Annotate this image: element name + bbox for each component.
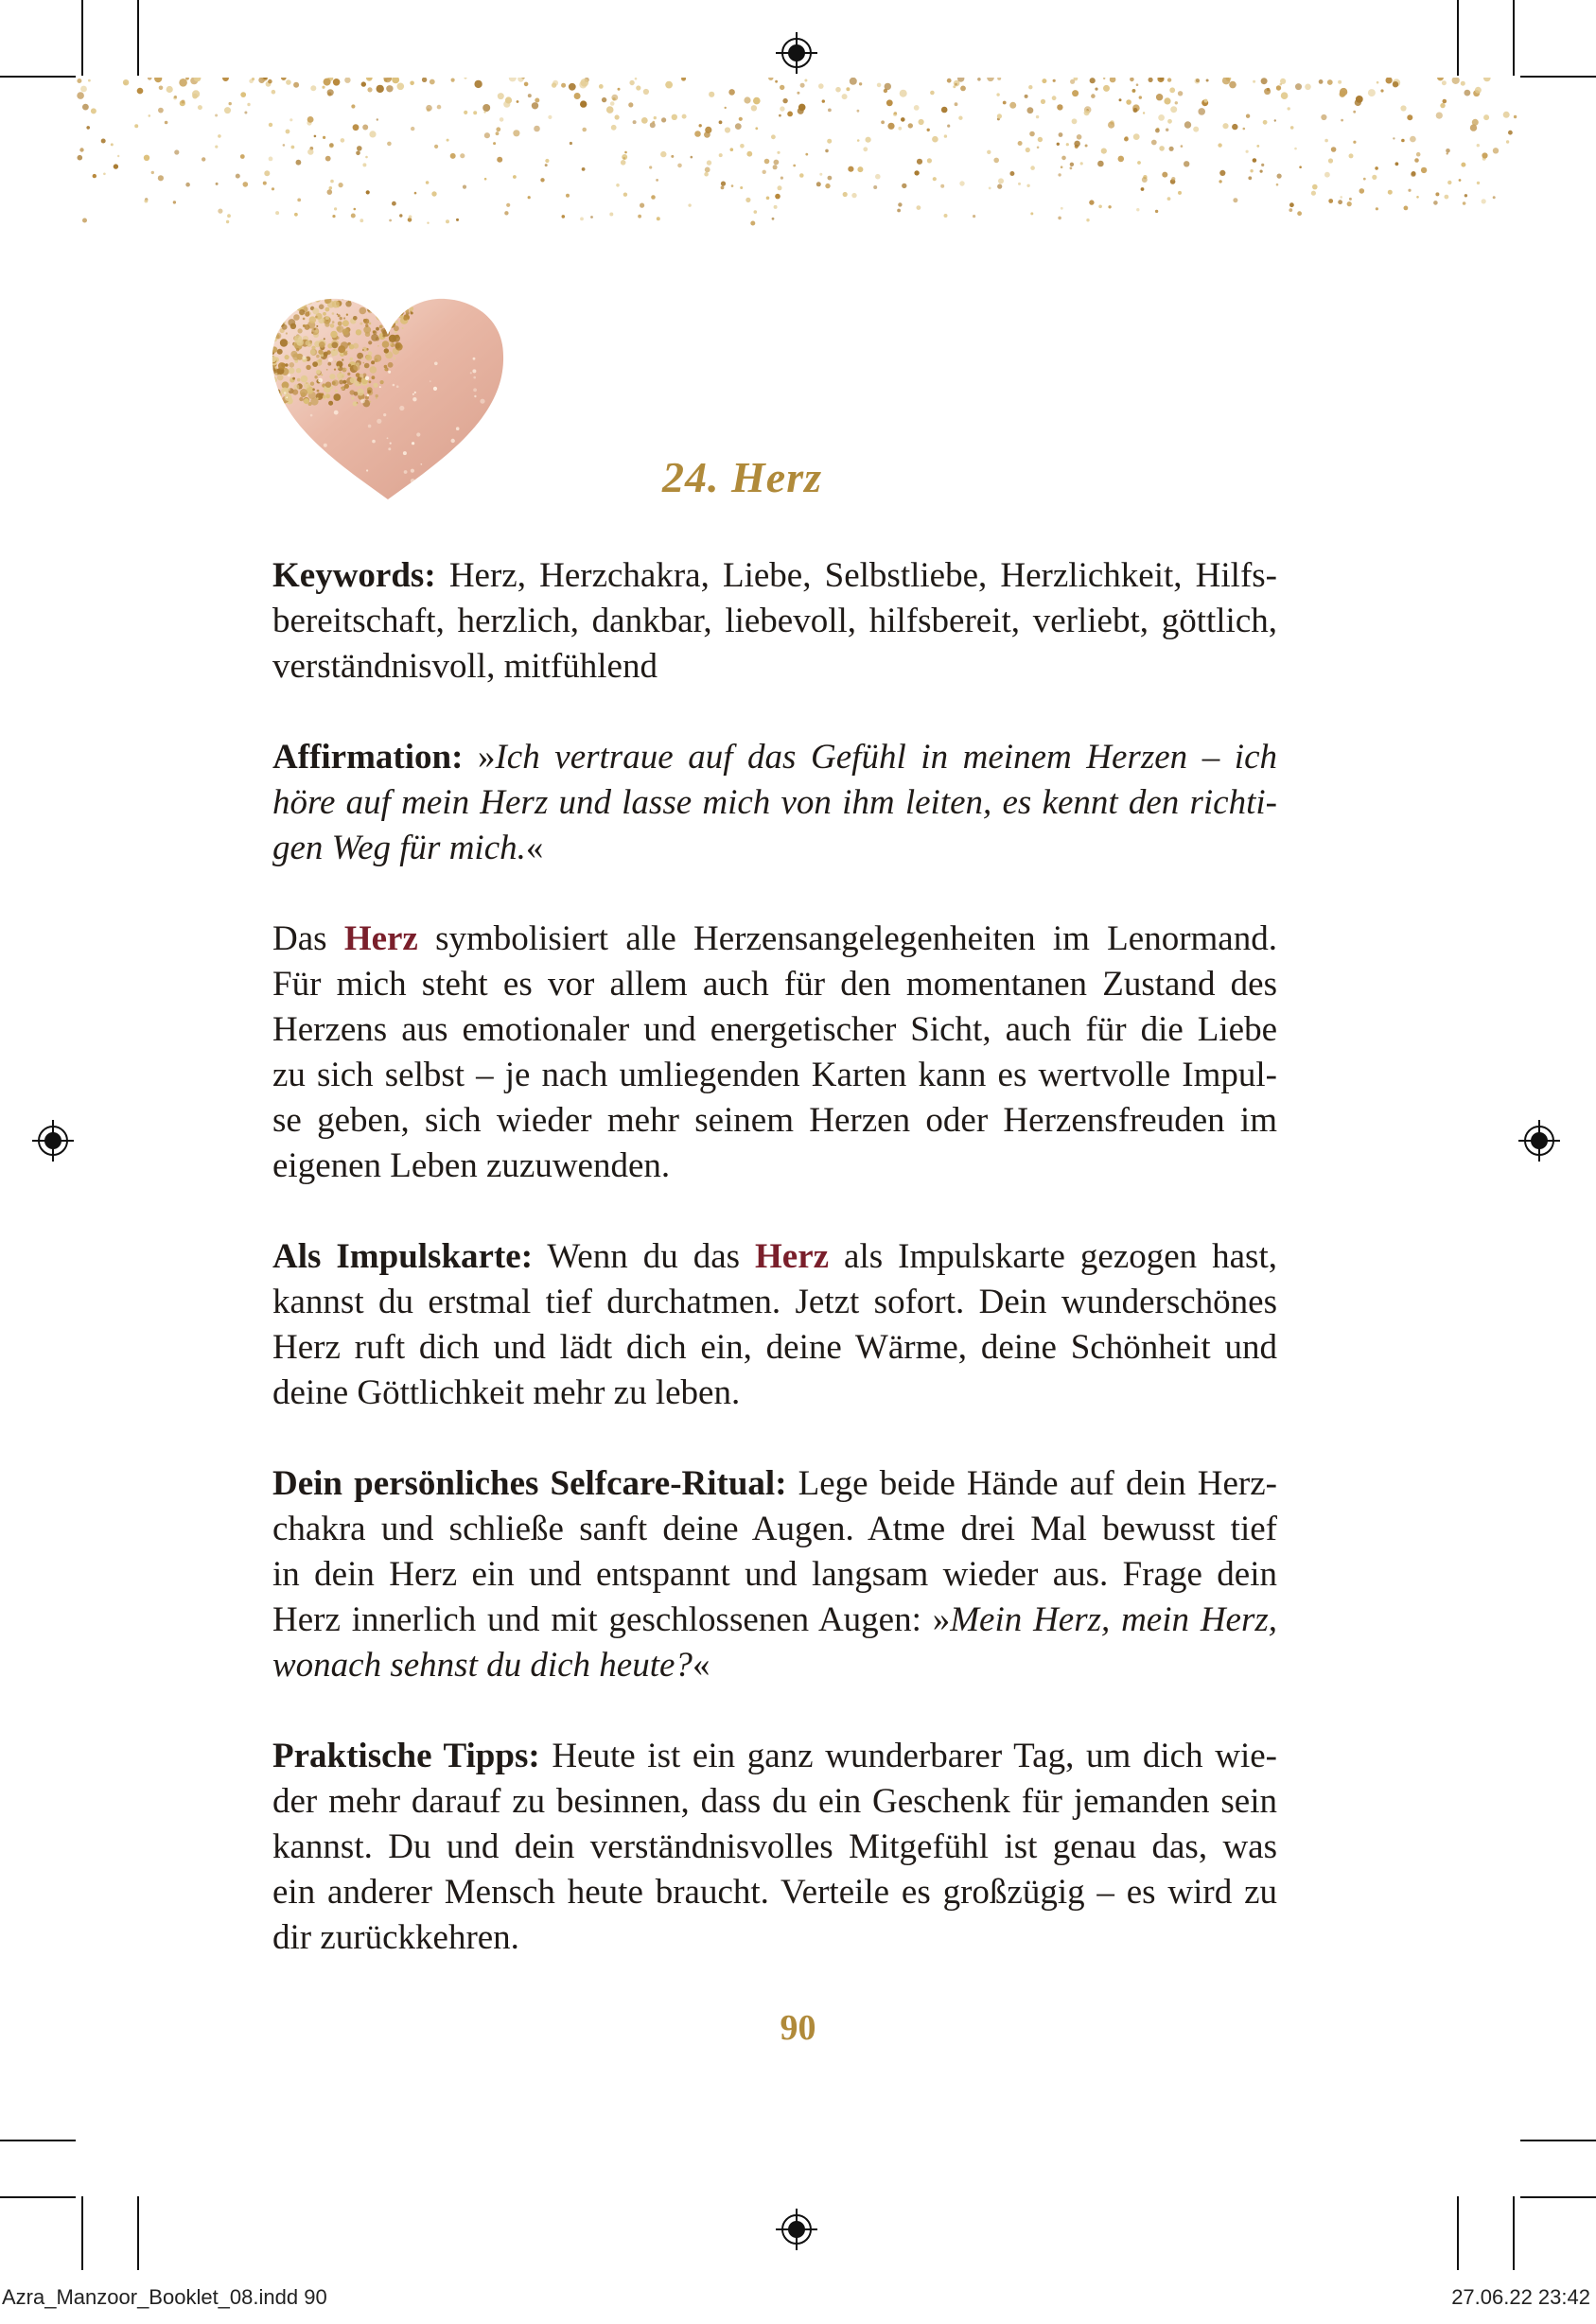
text-line: in dein Herz ein und entspannt und langsam wieder aus. Frage dein — [272, 1555, 1277, 1594]
text-line: höre auf mein Herz und lasse mich von ihm leiten, es kennt den richti- — [272, 783, 1277, 822]
impulse-label: Als Impulskarte: — [272, 1237, 534, 1276]
ritual-quote: wonach sehnst du dich heute? — [272, 1646, 693, 1685]
crop-mark — [1520, 2140, 1596, 2141]
open-quote: » — [463, 738, 496, 777]
crop-mark — [1457, 0, 1459, 76]
card-name-highlight: Herz — [343, 919, 418, 958]
crop-mark — [137, 2196, 139, 2270]
text-line: se geben, sich wieder mehr seinem Herzen oder Herzensfreuden im — [272, 1101, 1277, 1140]
affirmation-text: gen Weg für mich. — [272, 829, 526, 867]
crop-mark — [81, 2196, 83, 2270]
text-line: chakra und schließe sanft deine Augen. Atme drei Mal bewusst tief — [272, 1510, 1277, 1548]
ritual-text: Herz innerlich und mit geschlossenen Augen: » — [272, 1600, 951, 1639]
text-line: ein anderer Mensch heute braucht. Verteile es großzügig – es wird zu — [272, 1873, 1277, 1912]
text-line: zu sich selbst – je nach umliegenden Karten kann es wertvolle Impul- — [272, 1056, 1277, 1094]
text-line — [272, 1643, 1277, 1688]
text-line: kannst du erstmal tief durchatmen. Jetzt sofort. Dein wunderschönes — [272, 1283, 1277, 1321]
crop-mark — [137, 0, 139, 76]
impulse-text: Wenn du das — [533, 1237, 756, 1276]
crop-mark — [0, 2196, 76, 2198]
text-line: verständnisvoll, mitfühlend — [272, 647, 658, 686]
crop-mark — [1513, 0, 1515, 76]
tips-label: Praktische Tipps: — [272, 1737, 540, 1775]
gold-glitter-border — [76, 78, 1518, 229]
text-line — [272, 1234, 1277, 1280]
text-line: kannst. Du und dein verständnisvolles Mitgefühl ist genau das, was — [272, 1827, 1277, 1866]
impulse-text: als Impulskarte gezogen hast, — [829, 1237, 1277, 1276]
intro-text: symbolisiert alle Herzensangelegenheiten im Lenormand. — [417, 919, 1277, 958]
affirmation-text: Ich vertraue auf das Gefühl in meinem Herzen – ich — [495, 738, 1277, 777]
text-line: Herz ruft dich und lädt dich ein, deine Wärme, deine Schönheit und — [272, 1328, 1277, 1367]
slug-filename: Azra_Manzoor_Booklet_08.indd 90 — [2, 2285, 327, 2309]
crop-mark — [1520, 2196, 1596, 2198]
crop-mark — [1513, 2196, 1515, 2270]
crop-mark — [1457, 2196, 1459, 2270]
text-line: eigenen Leben zuzuwenden. — [272, 1146, 671, 1185]
text-line — [272, 1461, 1277, 1507]
keywords-label: Keywords: — [272, 556, 436, 595]
affirmation-paragraph — [272, 735, 1277, 871]
text-line — [272, 917, 1277, 962]
card-description — [272, 553, 1277, 2006]
intro-text: Das — [272, 919, 344, 958]
crop-mark — [81, 0, 83, 76]
crop-mark — [1520, 76, 1596, 78]
impulse-paragraph — [272, 1234, 1277, 1416]
tips-text: Heute ist ein ganz wunderbarer Tag, um dich wie- — [539, 1737, 1277, 1775]
text-line: bereitschaft, herzlich, dankbar, liebevoll, hilfsbereit, verliebt, göttlich, — [272, 602, 1277, 640]
text-line: Für mich steht es vor allem auch für den momentanen Zustand des — [272, 965, 1277, 1004]
close-quote: « — [525, 829, 544, 867]
card-name-highlight: Herz — [755, 1237, 830, 1276]
affirmation-label: Affirmation: — [272, 738, 464, 777]
text-line: deine Göttlichkeit mehr zu leben. — [272, 1373, 741, 1412]
slug-timestamp: 27.06.22 23:42 — [1451, 2285, 1590, 2309]
text-line — [272, 1598, 1277, 1643]
keywords-paragraph — [272, 553, 1277, 690]
glitter-heart-icon — [265, 293, 511, 511]
page-number: 90 — [780, 2008, 816, 2048]
ritual-paragraph — [272, 1461, 1277, 1688]
ritual-label: Dein persönliches Selfcare-Ritual: — [272, 1464, 787, 1503]
registration-mark-icon — [776, 2209, 817, 2250]
text-line: der mehr darauf zu besinnen, dass du ein Geschenk für jemanden sein — [272, 1782, 1277, 1821]
text-line — [272, 553, 1277, 599]
intro-paragraph — [272, 917, 1277, 1189]
close-quote: « — [692, 1646, 710, 1685]
keywords-text: Herz, Herzchakra, Liebe, Selbstliebe, Herzlichkeit, Hilfs- — [435, 556, 1277, 595]
ritual-quote: Mein Herz, mein Herz, — [950, 1600, 1278, 1639]
registration-mark-icon — [1518, 1120, 1560, 1162]
crop-mark — [0, 76, 76, 78]
text-line: Herzens aus emotionaler und energetischer Sicht, auch für die Liebe — [272, 1010, 1277, 1049]
registration-mark-icon — [32, 1120, 74, 1162]
ritual-text: Lege beide Hände auf dein Herz- — [786, 1464, 1277, 1503]
registration-mark-icon — [776, 32, 817, 74]
card-title: 24. Herz — [662, 453, 822, 501]
text-line — [272, 735, 1277, 780]
text-line — [272, 1734, 1277, 1779]
tips-paragraph — [272, 1734, 1277, 1961]
text-line: dir zurückkehren. — [272, 1918, 519, 1957]
crop-mark — [0, 2140, 76, 2141]
text-line — [272, 826, 1277, 871]
